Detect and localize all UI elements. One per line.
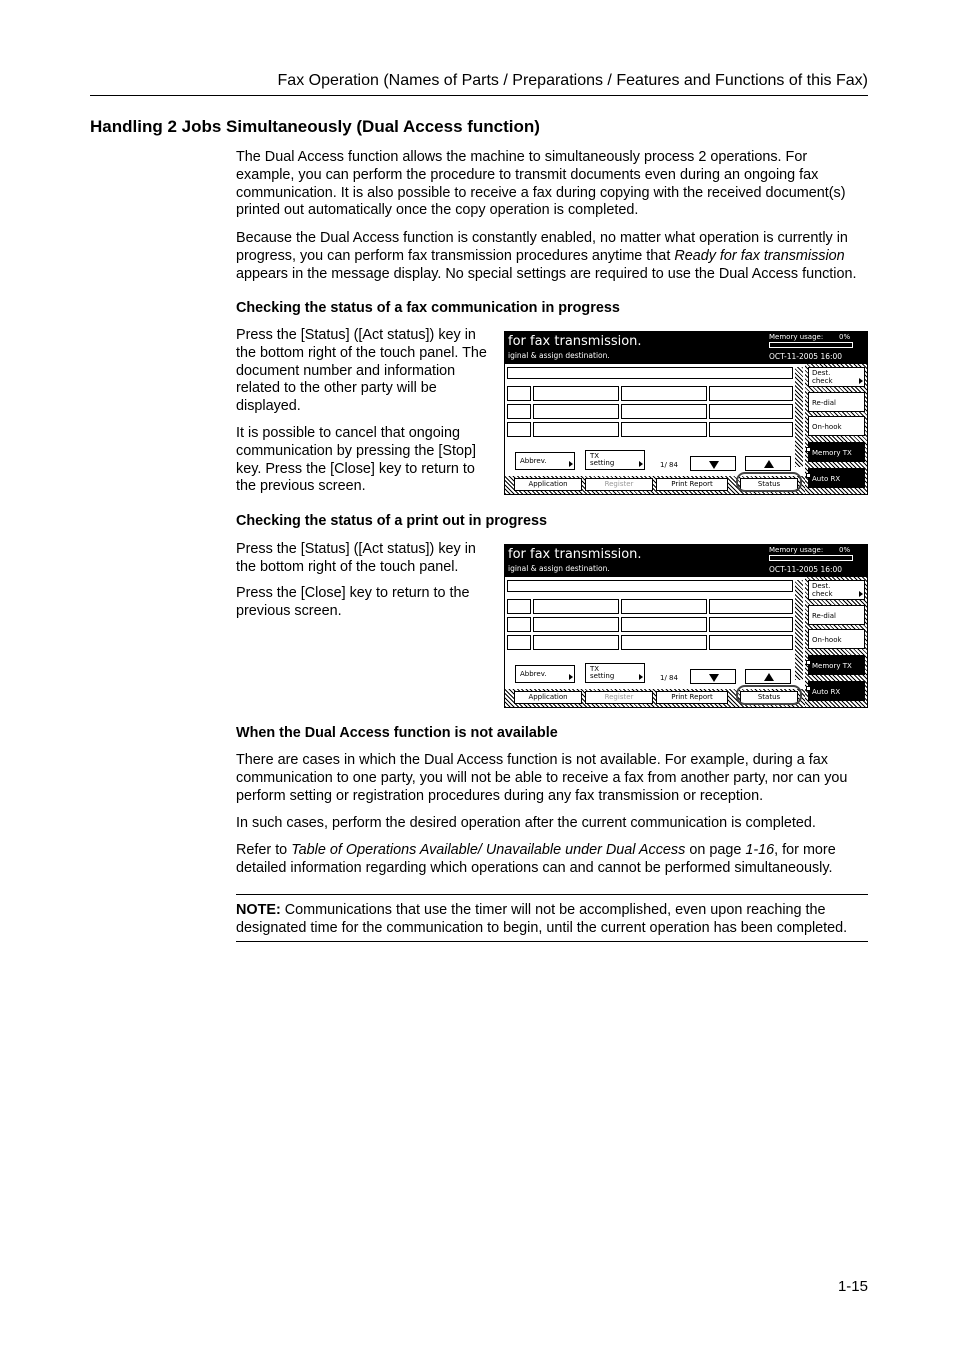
status-key-highlight: [736, 472, 802, 492]
on-hook-button[interactable]: On-hook: [808, 416, 865, 436]
one-touch-key[interactable]: [533, 635, 619, 650]
not-available-heading: When the Dual Access function is not available: [236, 725, 558, 741]
memory-usage-bar: [769, 342, 853, 348]
dest-check-button[interactable]: Dest. check: [808, 367, 865, 387]
toggle-indicator-icon: [806, 686, 811, 691]
print-status-paragraph-2: Press the [Close] key to return to the previous screen.: [236, 585, 470, 619]
one-touch-key[interactable]: [507, 617, 531, 632]
fax-status-paragraph-2: It is possible to cancel that ongoing communication by pressing the [Stop] key. Press the [Close] key to return to the previous screen.: [236, 425, 476, 495]
print-status-paragraph-1: Press the [Status] ([Act status]) key in the bottom right of the touch panel.: [236, 541, 476, 575]
memory-usage-value: 0%: [839, 333, 851, 341]
arrow-icon: [569, 674, 573, 680]
tab-print-report[interactable]: Print Report: [656, 478, 728, 491]
one-touch-key[interactable]: [621, 599, 707, 614]
toggle-indicator-icon: [806, 447, 811, 452]
tab-print-report[interactable]: Print Report: [656, 691, 728, 704]
tab-register[interactable]: Register: [585, 691, 653, 704]
not-available-paragraph-1: There are cases in which the Dual Access function is not available. For example, during a fax communication to one party, you will not be able to receive a fax from another party, nor can you perform setting or registration procedures during any fax transmission or reception.: [236, 752, 848, 804]
panel-subtitle: iginal & assign destination.: [508, 564, 610, 573]
one-touch-key[interactable]: [709, 617, 793, 632]
abbrev-button[interactable]: Abbrev.: [515, 452, 575, 470]
scroll-up-button[interactable]: [745, 456, 791, 471]
one-touch-key[interactable]: [621, 635, 707, 650]
panel-datetime: OCT-11-2005 16:00: [769, 565, 843, 574]
triangle-up-icon: [764, 460, 774, 468]
tab-application[interactable]: Application: [514, 691, 582, 704]
one-touch-key[interactable]: [709, 386, 793, 401]
scroll-up-button[interactable]: [745, 669, 791, 684]
tx-setting-button[interactable]: TX setting: [585, 450, 645, 470]
toggle-indicator-icon: [806, 660, 811, 665]
redial-button[interactable]: Re-dial: [808, 605, 865, 625]
triangle-down-icon: [709, 461, 719, 469]
one-touch-key[interactable]: [709, 635, 793, 650]
panel-message-bar: [505, 332, 867, 364]
one-touch-key[interactable]: [533, 386, 619, 401]
one-touch-key[interactable]: [621, 422, 707, 437]
section-title: Handling 2 Jobs Simultaneously (Dual Access function): [90, 117, 540, 136]
memory-usage-value: 0%: [839, 546, 851, 554]
one-touch-key[interactable]: [507, 404, 531, 419]
one-touch-key[interactable]: [507, 422, 531, 437]
touch-panel-screenshot-2: [504, 544, 868, 708]
destination-field[interactable]: [507, 367, 793, 379]
page-indicator: 1/ 84: [660, 461, 678, 469]
scroll-down-button[interactable]: [690, 456, 736, 471]
triangle-up-icon: [764, 673, 774, 681]
header-rule: [90, 95, 868, 96]
not-available-paragraph-2: In such cases, perform the desired operation after the current communication is completed.: [236, 815, 816, 831]
one-touch-key[interactable]: [507, 386, 531, 401]
not-available-paragraph-3: Refer to Table of Operations Available/ Unavailable under Dual Access on page 1-16, for more detailed information regarding which operations can and cannot be performed simultaneously.: [236, 842, 836, 876]
note-text: NOTE: Communications that use the timer will not be accomplished, even upon reaching the designated time for the communication to begin, until the current operation has been completed.: [236, 902, 848, 936]
tx-setting-button[interactable]: TX setting: [585, 663, 645, 683]
page-indicator: 1/ 84: [660, 674, 678, 682]
intro-paragraph-1: The Dual Access function allows the machine to simultaneously process 2 operations. For example, you can perform the procedure to transmit documents even during an ongoing fax communication. It is also possible to receive a fax during copying with the received document(s) printed out automatically once the copy operation is completed.: [236, 149, 846, 219]
panel-title: for fax transmission.: [508, 547, 642, 562]
arrow-icon: [639, 674, 643, 680]
panel-side-buttons: [805, 364, 867, 494]
one-touch-key[interactable]: [621, 617, 707, 632]
triangle-down-icon: [709, 674, 719, 682]
note-box: [236, 894, 868, 942]
one-touch-key-grid: [507, 597, 793, 653]
memory-tx-button[interactable]: Memory TX: [808, 655, 865, 675]
note-label: NOTE:: [236, 902, 281, 918]
scroll-down-button[interactable]: [690, 669, 736, 684]
arrow-icon: [859, 591, 863, 597]
arrow-icon: [569, 461, 573, 467]
memory-usage-bar: [769, 555, 853, 561]
running-header: Fax Operation (Names of Parts / Preparations / Features and Functions of this Fax): [277, 72, 868, 89]
one-touch-key[interactable]: [621, 404, 707, 419]
print-status-heading: Checking the status of a print out in progress: [236, 513, 548, 529]
panel-scrollbar[interactable]: [795, 580, 803, 680]
one-touch-key-grid: [507, 384, 793, 440]
memory-usage-label: Memory usage:: [769, 546, 824, 554]
one-touch-key[interactable]: [507, 635, 531, 650]
on-hook-button[interactable]: On-hook: [808, 629, 865, 649]
auto-rx-button[interactable]: Auto RX: [808, 468, 865, 488]
tab-status[interactable]: Status: [740, 478, 798, 491]
abbrev-button[interactable]: Abbrev.: [515, 665, 575, 683]
dest-check-button[interactable]: Dest. check: [808, 580, 865, 600]
status-key-highlight: [736, 685, 802, 705]
one-touch-key[interactable]: [533, 617, 619, 632]
auto-rx-button[interactable]: Auto RX: [808, 681, 865, 701]
panel-message-bar: [505, 545, 867, 577]
one-touch-key[interactable]: [533, 599, 619, 614]
fax-status-paragraph-1: Press the [Status] ([Act status]) key in the bottom right of the touch panel. The document number and information related to the other party will be displayed.: [236, 327, 487, 415]
one-touch-key[interactable]: [533, 404, 619, 419]
one-touch-key[interactable]: [621, 386, 707, 401]
arrow-icon: [639, 461, 643, 467]
touch-panel-screenshot-1: [504, 331, 868, 495]
one-touch-key[interactable]: [507, 599, 531, 614]
panel-subtitle: iginal & assign destination.: [508, 351, 610, 360]
one-touch-key[interactable]: [709, 599, 793, 614]
destination-field[interactable]: [507, 580, 793, 592]
tab-register[interactable]: Register: [585, 478, 653, 491]
one-touch-key[interactable]: [709, 404, 793, 419]
one-touch-key[interactable]: [709, 422, 793, 437]
one-touch-key[interactable]: [533, 422, 619, 437]
tab-application[interactable]: Application: [514, 478, 582, 491]
memory-tx-button[interactable]: Memory TX: [808, 442, 865, 462]
redial-button[interactable]: Re-dial: [808, 392, 865, 412]
memory-usage-label: Memory usage:: [769, 333, 824, 341]
panel-datetime: OCT-11-2005 16:00: [769, 352, 843, 361]
page-number: 1-15: [837, 1278, 868, 1295]
toggle-indicator-icon: [806, 473, 811, 478]
tab-status[interactable]: Status: [740, 691, 798, 704]
panel-title: for fax transmission.: [508, 334, 642, 349]
panel-side-buttons: [805, 577, 867, 707]
fax-status-heading: Checking the status of a fax communication in progress: [236, 300, 620, 316]
panel-scrollbar[interactable]: [795, 367, 803, 467]
arrow-icon: [859, 378, 863, 384]
intro-paragraph-2: Because the Dual Access function is constantly enabled, no matter what operation is currently in progress, you can perform fax transmission procedures anytime that Ready for fax transmission appears in the message display. No special settings are required to use the Dual Access function.: [236, 230, 857, 282]
